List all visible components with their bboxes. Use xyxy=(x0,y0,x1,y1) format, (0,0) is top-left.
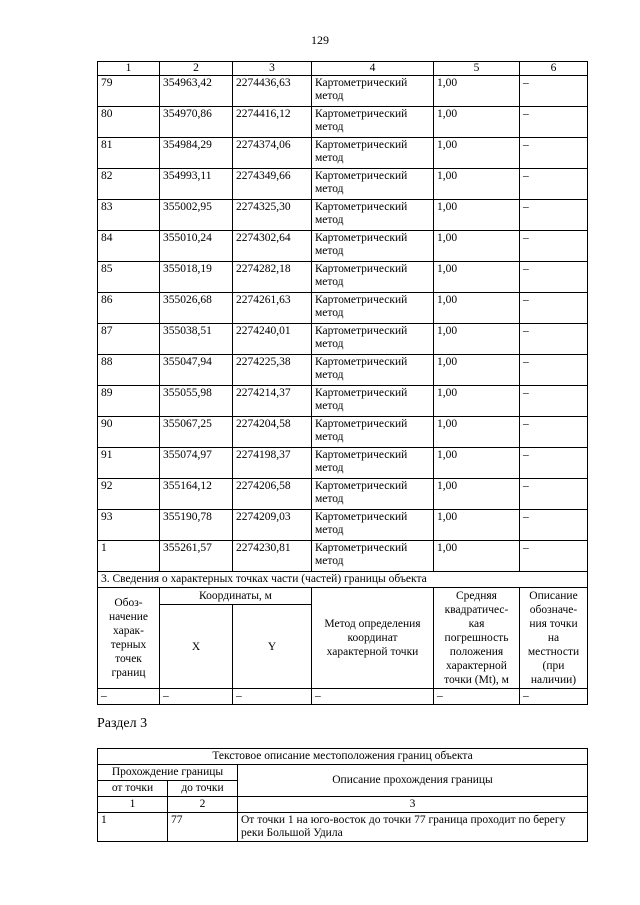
cell-accuracy: 1,00 xyxy=(434,324,520,355)
cell-description: – xyxy=(520,479,588,510)
boundary-description-table xyxy=(97,748,588,842)
cell-point: 84 xyxy=(98,231,160,262)
cell-x: 355261,57 xyxy=(160,541,233,572)
empty-cell: – xyxy=(312,689,434,705)
section-heading: Раздел 3 xyxy=(97,716,148,731)
cell-description: – xyxy=(520,293,588,324)
cell-y: 2274230,81 xyxy=(233,541,312,572)
cell-method: Картометрический метод xyxy=(312,541,434,572)
cell-accuracy: 1,00 xyxy=(434,510,520,541)
cell-point: 93 xyxy=(98,510,160,541)
table-row xyxy=(98,138,588,169)
cell-y: 2274416,12 xyxy=(233,107,312,138)
column-number: 2 xyxy=(160,62,233,76)
desc-title-row xyxy=(98,749,588,765)
cell-to: 77 xyxy=(168,813,238,842)
column-number: 3 xyxy=(238,797,588,813)
empty-cell: – xyxy=(98,689,160,705)
header-accuracy: Средняя квадратичес- кая погрешность положения характерной точки (Mt), м xyxy=(434,588,520,689)
cell-x: 355164,12 xyxy=(160,479,233,510)
cell-method: Картометрический метод xyxy=(312,293,434,324)
empty-cell: – xyxy=(520,689,588,705)
cell-x: 355067,25 xyxy=(160,417,233,448)
cell-x: 354963,42 xyxy=(160,76,233,107)
desc-column-number-row xyxy=(98,797,588,813)
cell-x: 355074,97 xyxy=(160,448,233,479)
cell-description: – xyxy=(520,76,588,107)
column-number: 2 xyxy=(168,797,238,813)
cell-description: – xyxy=(520,541,588,572)
column-number: 1 xyxy=(98,797,168,813)
cell-description: – xyxy=(520,231,588,262)
cell-x: 355190,78 xyxy=(160,510,233,541)
cell-y: 2274374,06 xyxy=(233,138,312,169)
cell-y: 2274198,37 xyxy=(233,448,312,479)
table-row xyxy=(98,813,588,842)
cell-method: Картометрический метод xyxy=(312,200,434,231)
cell-point: 83 xyxy=(98,200,160,231)
cell-accuracy: 1,00 xyxy=(434,262,520,293)
cell-point: 80 xyxy=(98,107,160,138)
cell-description: – xyxy=(520,169,588,200)
cell-x: 355026,68 xyxy=(160,293,233,324)
cell-method: Картометрический метод xyxy=(312,169,434,200)
cell-description: – xyxy=(520,262,588,293)
cell-method: Картометрический метод xyxy=(312,448,434,479)
cell-description: От точки 1 на юго-восток до точки 77 граница проходит по берегу реки Большой Удила xyxy=(238,813,588,842)
cell-x: 354993,11 xyxy=(160,169,233,200)
cell-from: 1 xyxy=(98,813,168,842)
char-header-row xyxy=(98,588,588,605)
section-title-row xyxy=(98,572,588,588)
cell-y: 2274204,58 xyxy=(233,417,312,448)
cell-point: 87 xyxy=(98,324,160,355)
table-row xyxy=(98,169,588,200)
coordinates-table xyxy=(97,61,588,705)
empty-row xyxy=(98,689,588,705)
table-row xyxy=(98,479,588,510)
cell-y: 2274325,30 xyxy=(233,200,312,231)
cell-method: Картометрический метод xyxy=(312,76,434,107)
cell-y: 2274209,03 xyxy=(233,510,312,541)
cell-y: 2274225,38 xyxy=(233,355,312,386)
cell-point: 82 xyxy=(98,169,160,200)
cell-method: Картометрический метод xyxy=(312,231,434,262)
table-row xyxy=(98,293,588,324)
cell-y: 2274349,66 xyxy=(233,169,312,200)
table-row xyxy=(98,541,588,572)
cell-method: Картометрический метод xyxy=(312,355,434,386)
cell-accuracy: 1,00 xyxy=(434,355,520,386)
cell-point: 92 xyxy=(98,479,160,510)
cell-x: 355055,98 xyxy=(160,386,233,417)
column-number: 4 xyxy=(312,62,434,76)
cell-point: 86 xyxy=(98,293,160,324)
cell-point: 90 xyxy=(98,417,160,448)
cell-y: 2274436,63 xyxy=(233,76,312,107)
column-number: 1 xyxy=(98,62,160,76)
table-row xyxy=(98,355,588,386)
empty-cell: – xyxy=(434,689,520,705)
cell-x: 355002,95 xyxy=(160,200,233,231)
cell-description: – xyxy=(520,200,588,231)
table-row xyxy=(98,76,588,107)
empty-cell: – xyxy=(160,689,233,705)
section-title: 3. Сведения о характерных точках части (частей) границы объекта xyxy=(98,572,588,588)
desc-table-title: Текстовое описание местоположения границ объекта xyxy=(98,749,588,765)
cell-accuracy: 1,00 xyxy=(434,417,520,448)
column-number: 3 xyxy=(233,62,312,76)
cell-description: – xyxy=(520,448,588,479)
cell-accuracy: 1,00 xyxy=(434,138,520,169)
cell-accuracy: 1,00 xyxy=(434,200,520,231)
header-from-point: от точки xyxy=(98,781,168,797)
header-coordinates: Координаты, м xyxy=(160,588,312,605)
cell-accuracy: 1,00 xyxy=(434,107,520,138)
table-row xyxy=(98,200,588,231)
cell-method: Картометрический метод xyxy=(312,262,434,293)
cell-method: Картометрический метод xyxy=(312,417,434,448)
cell-method: Картометрический метод xyxy=(312,138,434,169)
table-row xyxy=(98,262,588,293)
cell-y: 2274206,58 xyxy=(233,479,312,510)
cell-description: – xyxy=(520,417,588,448)
column-number: 5 xyxy=(434,62,520,76)
cell-description: – xyxy=(520,138,588,169)
header-method: Метод определения координат характерной точки xyxy=(312,588,434,689)
cell-x: 354984,29 xyxy=(160,138,233,169)
cell-point: 88 xyxy=(98,355,160,386)
cell-point: 81 xyxy=(98,138,160,169)
header-passage-description: Описание прохождения границы xyxy=(238,765,588,797)
cell-accuracy: 1,00 xyxy=(434,448,520,479)
cell-accuracy: 1,00 xyxy=(434,231,520,262)
cell-point: 1 xyxy=(98,541,160,572)
cell-x: 355010,24 xyxy=(160,231,233,262)
cell-method: Картометрический метод xyxy=(312,107,434,138)
cell-description: – xyxy=(520,510,588,541)
cell-point: 85 xyxy=(98,262,160,293)
cell-accuracy: 1,00 xyxy=(434,541,520,572)
page-number: 129 xyxy=(311,33,329,47)
table-row xyxy=(98,107,588,138)
cell-method: Картометрический метод xyxy=(312,479,434,510)
table-row xyxy=(98,417,588,448)
cell-description: – xyxy=(520,324,588,355)
cell-x: 355038,51 xyxy=(160,324,233,355)
cell-method: Картометрический метод xyxy=(312,324,434,355)
table-row xyxy=(98,386,588,417)
table-row xyxy=(98,448,588,479)
header-x: X xyxy=(160,605,233,689)
cell-accuracy: 1,00 xyxy=(434,293,520,324)
cell-description: – xyxy=(520,355,588,386)
header-y: Y xyxy=(233,605,312,689)
cell-accuracy: 1,00 xyxy=(434,76,520,107)
header-description: Описание обозначе- ния точки на местности (при наличии) xyxy=(520,588,588,689)
cell-y: 2274261,63 xyxy=(233,293,312,324)
cell-method: Картометрический метод xyxy=(312,386,434,417)
cell-point: 79 xyxy=(98,76,160,107)
empty-cell: – xyxy=(233,689,312,705)
table-row xyxy=(98,510,588,541)
cell-description: – xyxy=(520,386,588,417)
cell-point: 91 xyxy=(98,448,160,479)
cell-y: 2274214,37 xyxy=(233,386,312,417)
cell-accuracy: 1,00 xyxy=(434,169,520,200)
cell-y: 2274240,01 xyxy=(233,324,312,355)
cell-point: 89 xyxy=(98,386,160,417)
table-row xyxy=(98,231,588,262)
cell-x: 355018,19 xyxy=(160,262,233,293)
column-number-row xyxy=(98,62,588,76)
cell-accuracy: 1,00 xyxy=(434,386,520,417)
cell-x: 354970,86 xyxy=(160,107,233,138)
header-designation: Обоз- начение харак- терных точек границ xyxy=(98,588,160,689)
cell-x: 355047,94 xyxy=(160,355,233,386)
desc-header-row xyxy=(98,765,588,781)
cell-y: 2274282,18 xyxy=(233,262,312,293)
cell-y: 2274302,64 xyxy=(233,231,312,262)
column-number: 6 xyxy=(520,62,588,76)
table-row xyxy=(98,324,588,355)
header-to-point: до точки xyxy=(168,781,238,797)
header-passage: Прохождение границы xyxy=(98,765,238,781)
cell-method: Картометрический метод xyxy=(312,510,434,541)
cell-accuracy: 1,00 xyxy=(434,479,520,510)
cell-description: – xyxy=(520,107,588,138)
